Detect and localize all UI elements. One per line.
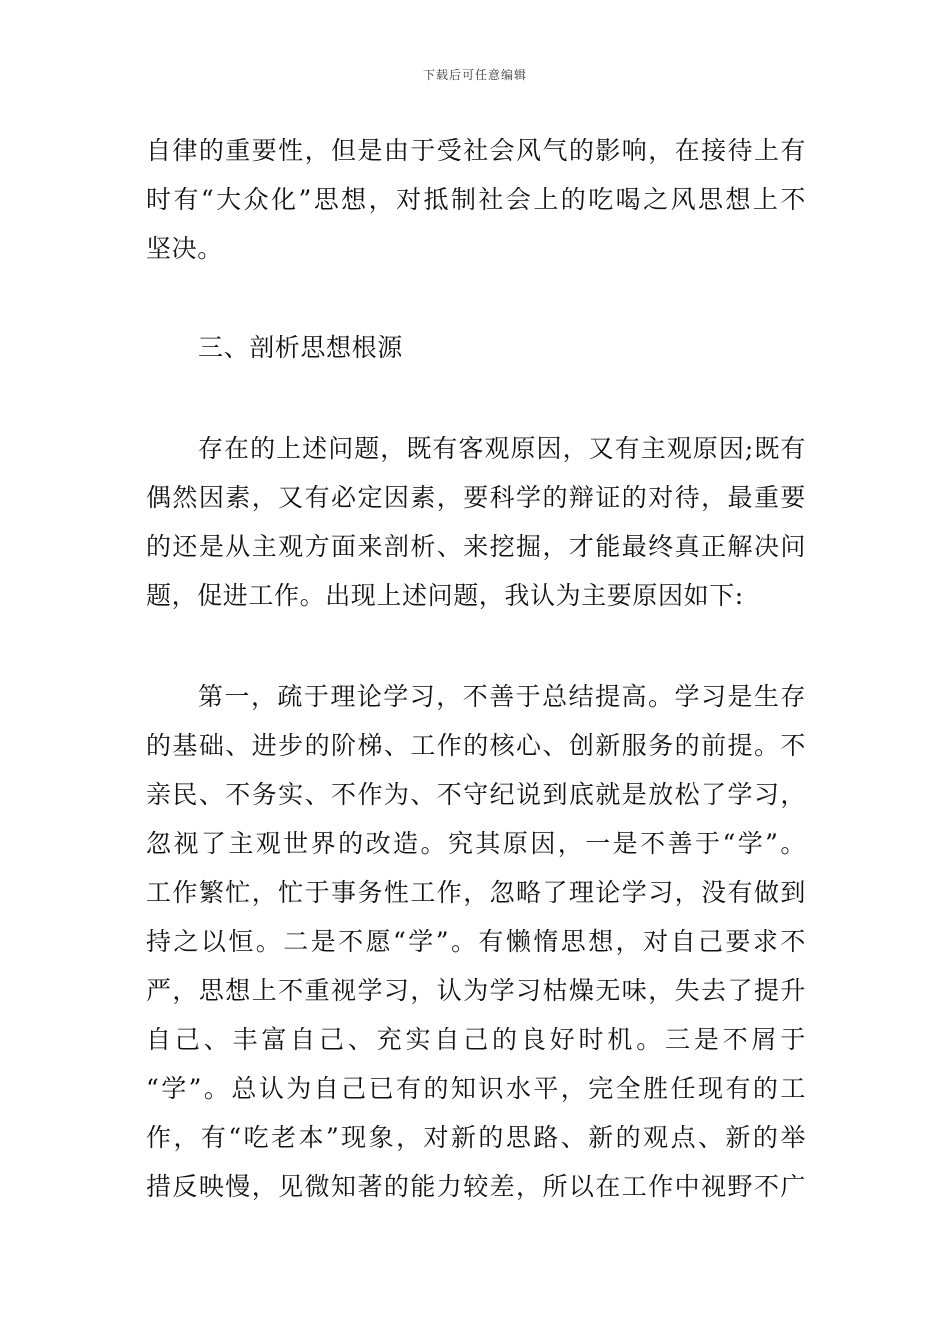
text-line: 措反映慢，见微知著的能力较差，所以在工作中视野不广: [146, 1172, 806, 1201]
text-line: 第一，疏于理论学习，不善于总结提高。学习是生存: [198, 682, 806, 711]
text-line: 坚决。: [146, 234, 223, 263]
text-line: 偶然因素，又有必定因素，要科学的辩证的对待，最重要: [146, 483, 806, 512]
text-line: 亲民、不务实、不作为、不守纪说到底就是放松了学习，: [146, 780, 806, 809]
text-line: 存在的上述问题，既有客观原因，又有主观原因;既有: [198, 434, 806, 463]
text-line: 自律的重要性，但是由于受社会风气的影响，在接待上有: [146, 136, 806, 165]
paragraph-first-cause: [146, 672, 806, 1211]
text-line: 作，有“吃老本”现象，对新的思路、新的观点、新的举: [146, 1123, 806, 1152]
text-line: 时有“大众化”思想，对抵制社会上的吃喝之风思想上不: [146, 185, 806, 214]
text-line: 忽视了主观世界的改造。究其原因，一是不善于“学”。: [146, 829, 806, 858]
paragraph-causes-intro: [146, 424, 806, 620]
section-heading: [146, 323, 806, 372]
text-line: 持之以恒。二是不愿“学”。有懒惰思想，对自己要求不: [146, 927, 806, 956]
text-line: 的还是从主观方面来剖析、来挖掘，才能最终真正解决问: [146, 532, 806, 561]
text-line: 工作繁忙，忙于事务性工作，忽略了理论学习，没有做到: [146, 878, 806, 907]
text-line: 严，思想上不重视学习，认为学习枯燥无味，失去了提升: [146, 976, 806, 1005]
section-heading-text: 三、剖析思想根源: [198, 333, 403, 362]
paragraph-continuation: [146, 126, 806, 273]
header-note: 下载后可任意编辑: [422, 68, 527, 82]
text-line: “学”。总认为自己已有的知识水平，完全胜任现有的工: [146, 1074, 806, 1103]
text-line: 自己、丰富自己、充实自己的良好时机。三是不屑于: [146, 1025, 806, 1054]
text-line: 的基础、进步的阶梯、工作的核心、创新服务的前提。不: [146, 731, 806, 760]
text-line: 题，促进工作。出现上述问题，我认为主要原因如下:: [146, 581, 744, 610]
